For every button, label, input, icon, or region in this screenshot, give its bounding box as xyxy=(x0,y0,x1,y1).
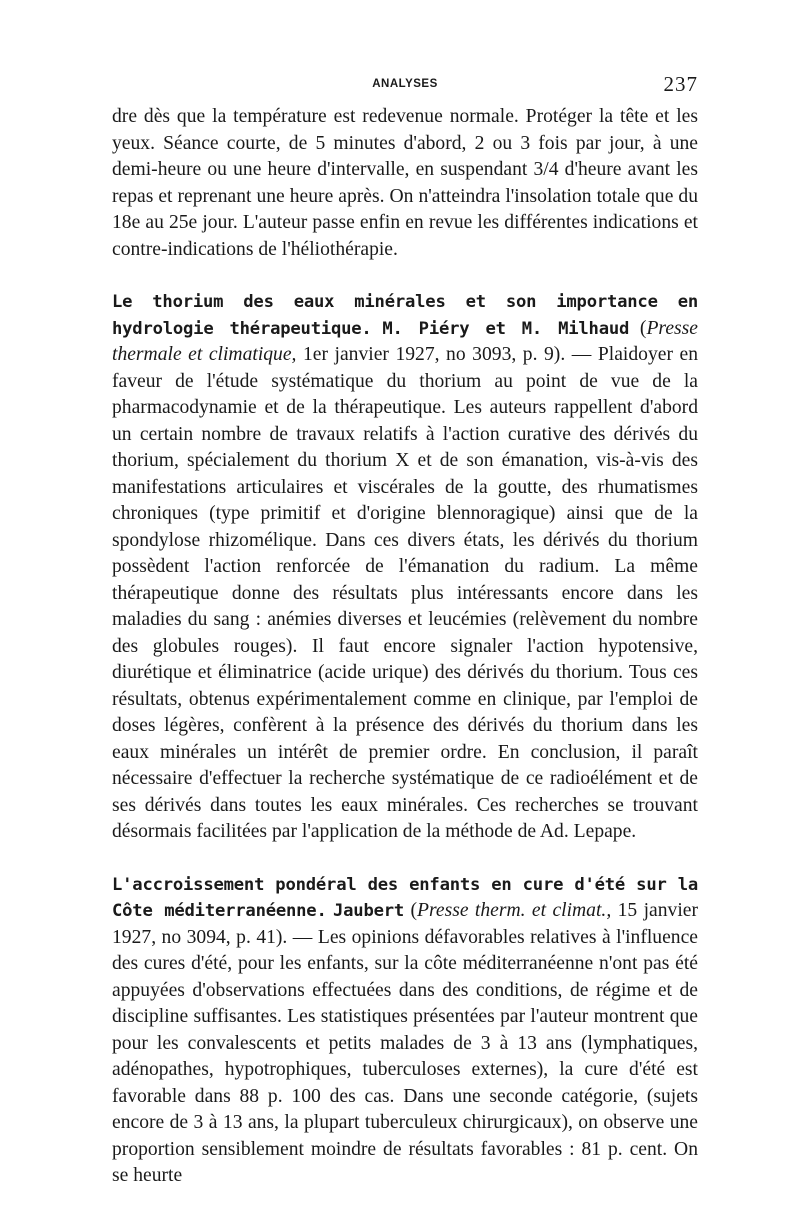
article-authors: M. Piéry et M. Milhaud xyxy=(382,318,630,339)
running-title: ANALYSES xyxy=(372,78,438,90)
citation-open: ( xyxy=(639,317,647,339)
page-body xyxy=(112,104,698,1190)
page-number: 237 xyxy=(663,72,698,96)
article-authors: Jaubert xyxy=(333,901,405,921)
article-body: — Plaidoyer en faveur de l'étude systématique du thorium au point de vue de la pharmacodynamie et de la thérapeutique. Les auteurs rappellent d'abord un certain nombre de travaux relatifs à l'action curative des dérivés du thorium, spécialement du thorium X et de son émanation, vis-à-vis des manifestations articulaires et viscérales de la goutte, des rhumatismes chroniques (type primitif et d'origine blennoragique) ainsi que de la spondylose rhizomélique. Dans ces divers états, les dérivés du thorium possèdent l'action renforcée de l'émanation du radium. La même thérapeutique donne des résultats plus intéressants encore dans les maladies du sang : anémies diverses et leucémies (relèvement du nombre des globules rouges). Il faut encore signaler l'action hypotensive, diurétique et éliminatrice (acide urique) des dérivés du thorium. Tous ces résultats, obtenus expérimentalement comme en clinique, par l'emploi de doses légères, confèrent à la présence des dérivés du thorium dans les eaux minérales un intérêt de premier ordre. En conclusion, il paraît nécessaire d'effectuer la recherche systématique de ce radioélément et de ses dérivés dans toutes les eaux minérales. Ces recherches se trouvant désormais facilitées par l'application de la méthode de Ad. Lepape. xyxy=(112,344,698,842)
journal-page xyxy=(112,68,698,1190)
citation-details: 15 janvier 1927, no 3094, p. 41). xyxy=(112,900,699,948)
journal-name: Presse therm. et climat., xyxy=(417,900,612,921)
citation-open: ( xyxy=(410,900,417,921)
article-body: — Les opinions défavorables relatives à l'influence des cures d'été, pour les enfants, sur la côte méditerranéenne n'ont pas été appuyées d'observations effectuées dans des conditions, de régime et de discipline suffisantes. Les statistiques présentées par l'auteur montrent que pour les convalescents et petits malades de 3 à 13 ans (lymphatiques, adénopathes, hypotrophiques, tuberculoses externes), la cure d'été est favorable dans 88 p. 100 des cas. Dans une seconde catégorie, (sujets encore de 3 à 13 ans, la plupart tuberculeux chirurgicaux), on observe une proportion sensiblement moindre de résultats favorables : 81 p. cent. On se heurte xyxy=(112,926,698,1186)
article-accroissement xyxy=(112,872,698,1190)
continuation-paragraph: dre dès que la température est redevenue normale. Protéger la tête et les yeux. Séance courte, de 5 minutes d'abord, 2 ou 3 fois par jour, à une demi-heure ou une heure d'intervalle, en suspendant 3/4 d'heure avant les repas et reprenant une heure après. On n'atteindra l'insolation totale que du 18e au 25e jour. L'auteur passe enfin en revue les différentes indications et contre-indications de l'héliothérapie. xyxy=(112,106,698,260)
journal-name: Presse thermale et climatique, xyxy=(112,317,698,365)
article-title: Le thorium des eaux minérales et son importance en hydrologie thérapeutique. xyxy=(112,292,698,339)
article-title: L'accroissement pondéral des enfants en cure d'été sur la Côte méditerranéenne. xyxy=(112,874,698,921)
running-head xyxy=(112,68,698,104)
article-thorium xyxy=(112,289,698,846)
citation-details: 1er janvier 1927, no 3093, p. 9). xyxy=(296,344,566,365)
